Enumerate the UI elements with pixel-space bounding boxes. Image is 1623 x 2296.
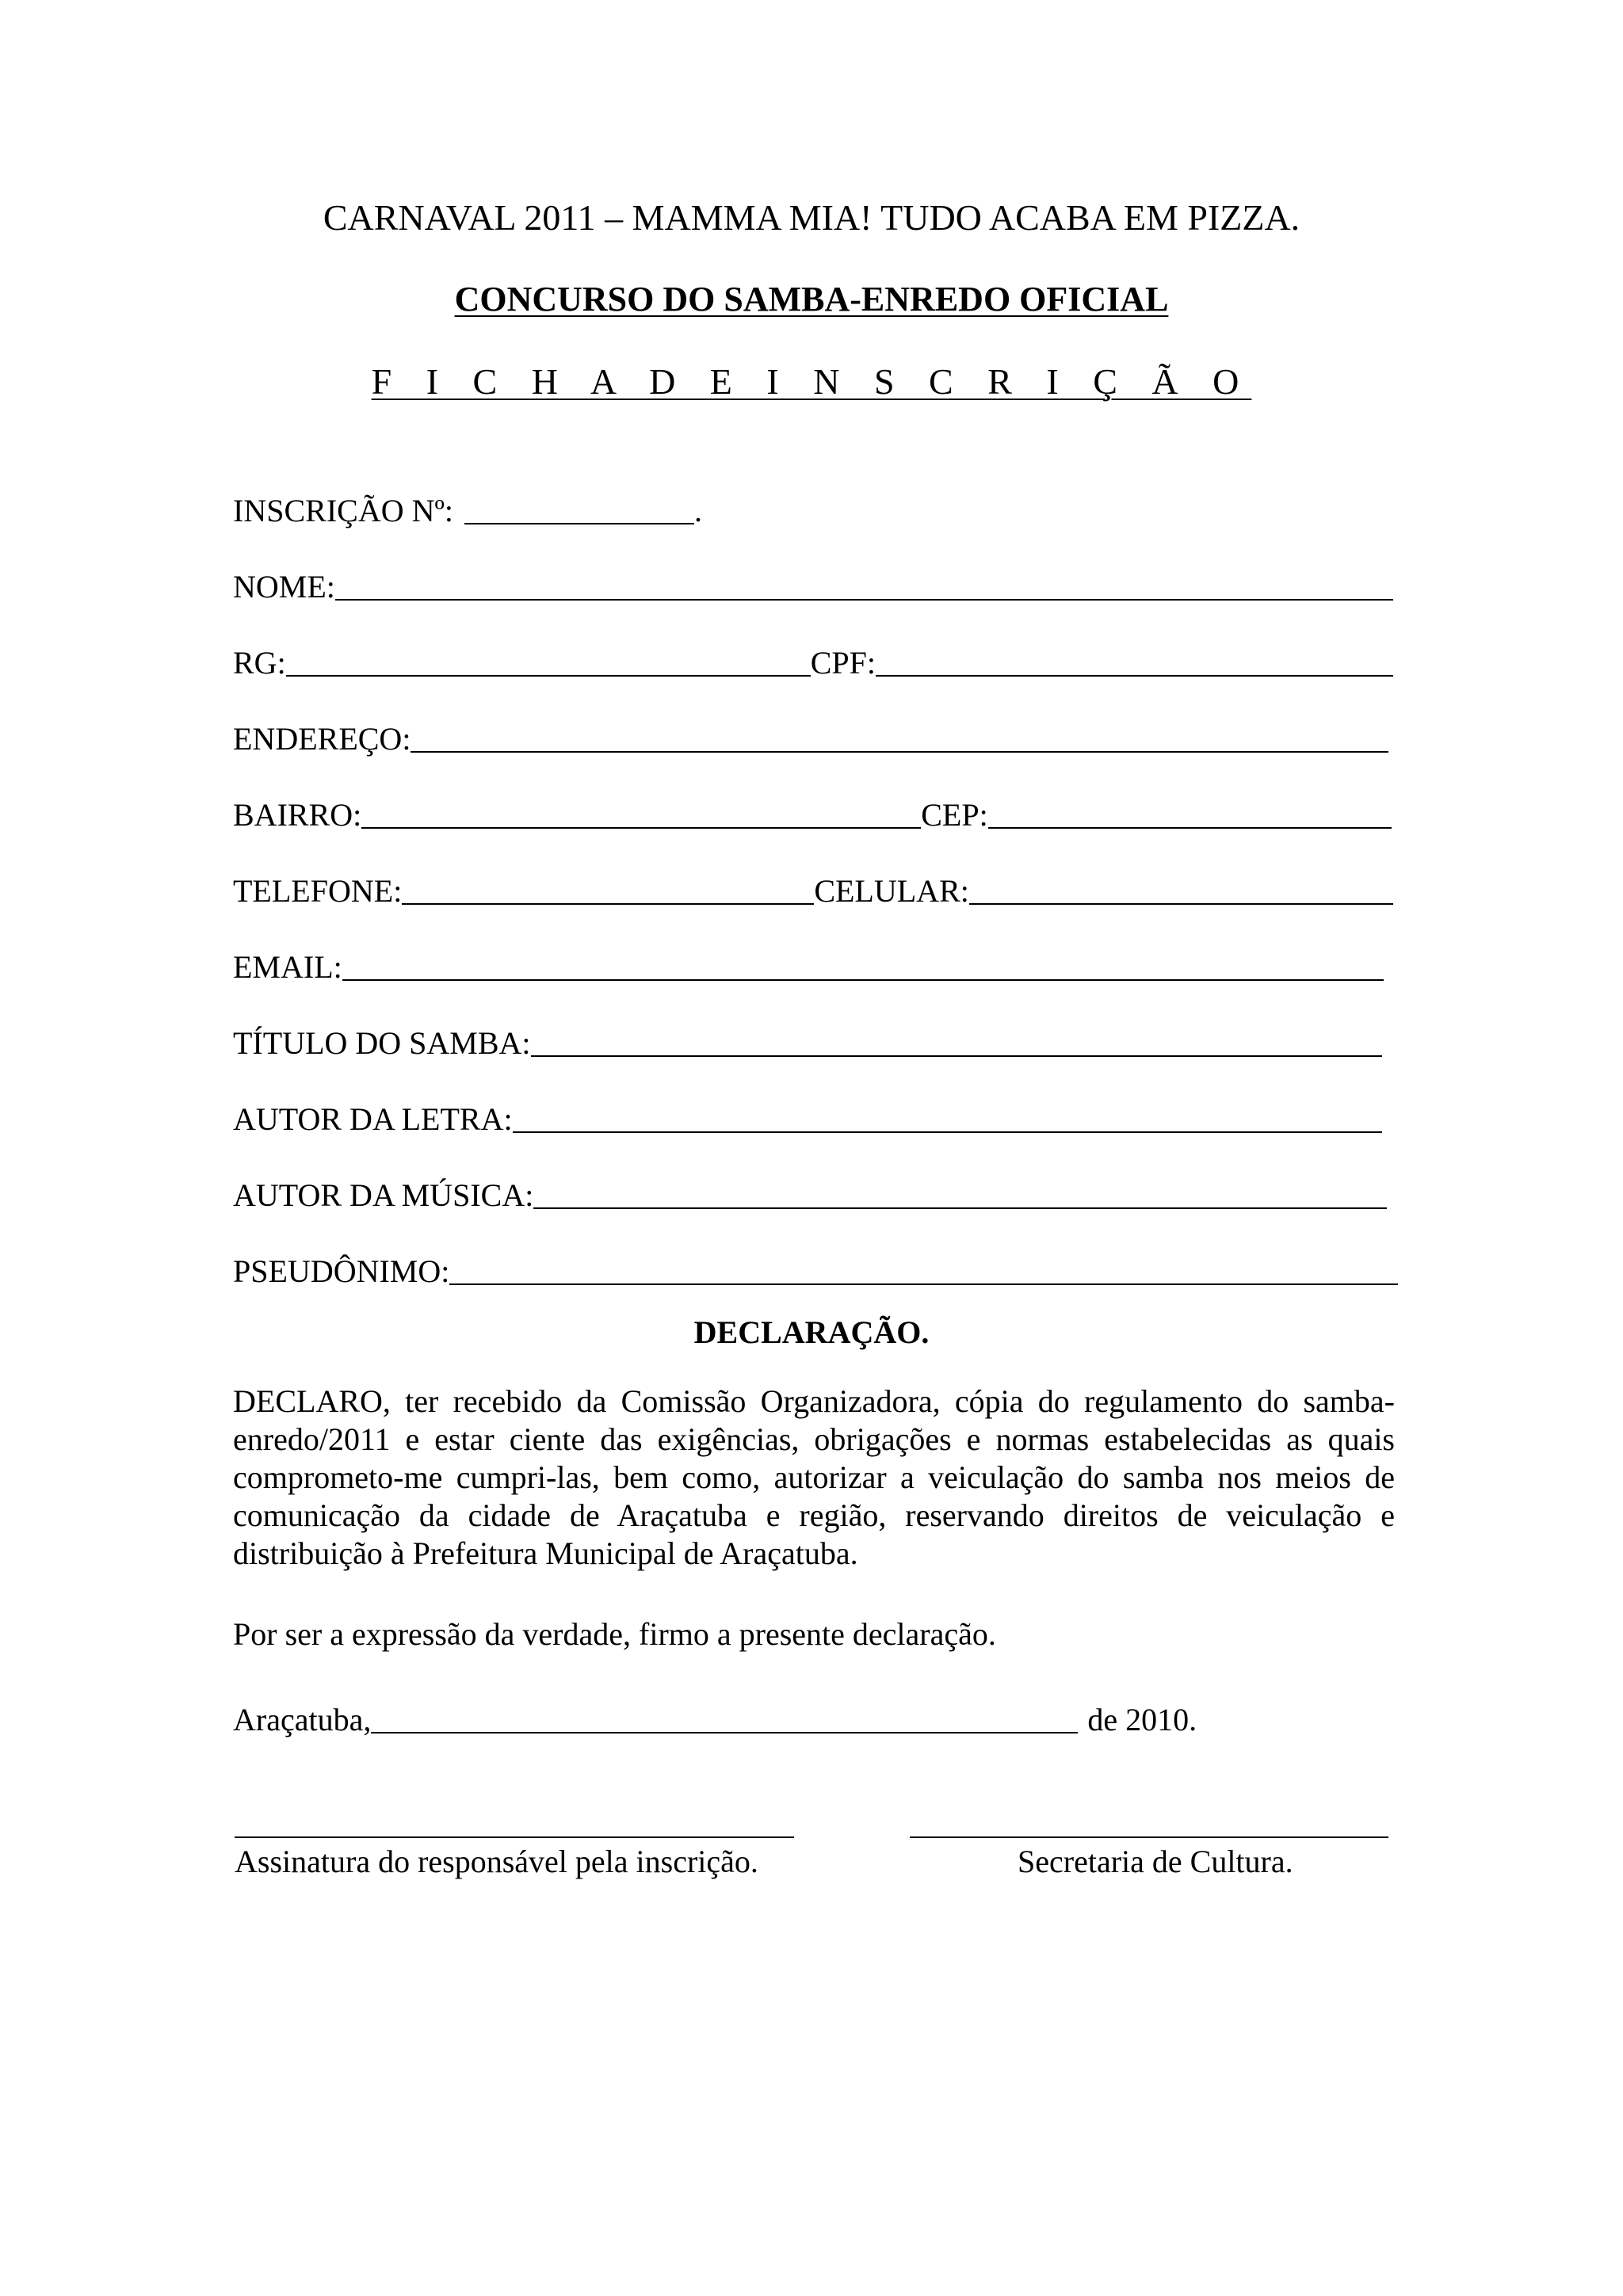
pseudonimo-row	[233, 1244, 1398, 1291]
contest-title-text: CONCURSO DO SAMBA-ENREDO OFICIAL	[454, 280, 1169, 318]
autor-letra-field[interactable]	[513, 1100, 1382, 1133]
year-suffix: de 2010.	[1087, 1702, 1197, 1737]
responsible-signature-line[interactable]	[235, 1836, 794, 1838]
bairro-field[interactable]	[361, 795, 921, 829]
form-title	[0, 354, 1623, 410]
cep-field[interactable]	[988, 795, 1392, 829]
endereco-row	[233, 711, 1388, 759]
cpf-label: CPF:	[810, 645, 876, 681]
autor-musica-field[interactable]	[533, 1176, 1387, 1209]
responsible-signature-label: Assinatura do responsável pela inscrição.	[235, 1844, 758, 1879]
contest-title	[0, 273, 1623, 326]
culture-secretary-signature-line[interactable]	[910, 1836, 1388, 1838]
place-label: Araçatuba,	[233, 1702, 372, 1737]
inscricao-field[interactable]	[464, 491, 694, 524]
email-row	[233, 940, 1384, 987]
culture-secretary-signature-label: Secretaria de Cultura.	[1018, 1844, 1293, 1879]
rg-label: RG:	[233, 645, 286, 681]
email-field[interactable]	[342, 948, 1384, 981]
cpf-field[interactable]	[876, 643, 1393, 677]
telefone-celular-row	[233, 864, 1393, 911]
rg-cpf-row	[233, 635, 1393, 683]
titulo-label: TÍTULO DO SAMBA:	[233, 1025, 531, 1061]
autor-musica-label: AUTOR DA MÚSICA:	[233, 1177, 534, 1213]
celular-field[interactable]	[969, 871, 1393, 905]
nome-field[interactable]	[335, 567, 1393, 601]
titulo-row	[233, 1016, 1382, 1063]
nome-row	[233, 559, 1393, 607]
inscricao-label: INSCRIÇÃO Nº:	[233, 493, 453, 528]
bairro-cep-row	[233, 788, 1392, 835]
declaration-body: DECLARO, ter recebido da Comissão Organizadora, cópia do regulamento do samba-enredo/2011 e estar ciente das exigências, obrigações e normas estabelecidas as quais comprometo-me cumpri-las, bem como, autorizar a veiculação do samba nos meios de comunicação da cidade de Araçatuba e região, reservando direitos de veiculação e distribuição à Prefeitura Municipal de Araçatuba.	[233, 1383, 1395, 1571]
nome-label: NOME:	[233, 569, 335, 605]
telefone-field[interactable]	[402, 871, 814, 905]
email-label: EMAIL:	[233, 949, 342, 985]
bairro-label: BAIRRO:	[233, 797, 362, 833]
declaration-title: DECLARAÇÃO.	[693, 1314, 930, 1350]
event-title: CARNAVAL 2011 – MAMMA MIA! TUDO ACABA EM PIZZA.	[323, 197, 1300, 238]
inscricao-suffix: .	[694, 493, 702, 528]
date-field[interactable]	[371, 1700, 1078, 1733]
autor-letra-label: AUTOR DA LETRA:	[233, 1101, 513, 1137]
telefone-label: TELEFONE:	[233, 873, 403, 909]
date-row	[233, 1692, 1216, 1740]
pseudonimo-label: PSEUDÔNIMO:	[233, 1253, 450, 1289]
celular-label: CELULAR:	[814, 873, 969, 909]
autor-letra-row	[233, 1092, 1382, 1139]
titulo-field[interactable]	[531, 1024, 1382, 1057]
autor-musica-row	[233, 1168, 1387, 1215]
rg-field[interactable]	[286, 643, 811, 677]
cep-label: CEP:	[921, 797, 988, 833]
form-title-text: F I C H A D E I N S C R I Ç Ã O	[371, 361, 1252, 402]
endereco-field[interactable]	[411, 719, 1388, 753]
truth-statement: Por ser a expressão da verdade, firmo a presente declaração.	[233, 1616, 996, 1652]
endereco-label: ENDEREÇO:	[233, 721, 411, 757]
inscricao-row	[233, 483, 1395, 531]
pseudonimo-field[interactable]	[449, 1252, 1398, 1285]
